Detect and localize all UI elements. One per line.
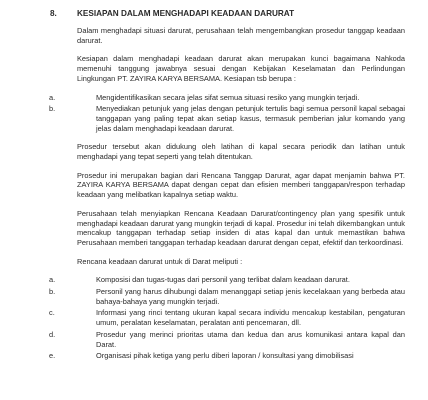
list-item-text: Prosedur yang merinci prioritas utama dan kedua dan arus komunikasi antara kapal dan Darat. — [96, 329, 405, 349]
section-heading — [50, 9, 294, 18]
list-item-text: Komposisi dan tugas-tugas dari personil yang terlibat dalam keadaan darurat. — [96, 275, 350, 285]
list-marker: b. — [49, 287, 56, 297]
list-item — [49, 351, 405, 361]
paragraph-response-plan: Prosedur ini merupakan bagian dari Rencana Tanggap Darurat, agar dapat menjamin bahwa PT. ZAYIRA KARYA BERSAMA dapat dengan cepat dan efisien memberi tanggapan/respon terhadap keadaan yang melibatkan kapalnya setiap waktu. — [77, 170, 405, 200]
list-item-text: Informasi yang rinci tentang ukuran kapal secara individu mencakup kestabilan, pengaturan umum, peralatan keselamatan, peralatan anti pencemaran, dll. — [96, 308, 405, 328]
shore-plan-list — [49, 275, 405, 361]
list-item — [49, 92, 405, 103]
list-item — [49, 104, 405, 133]
paragraph-drills: Prosedur tersebut akan didukung oleh latihan di kapal secara periodik dan latihan untuk menghadapi yang tepat seperti yang telah ditentukan. — [77, 142, 405, 162]
list-item — [49, 329, 405, 349]
list-marker: b. — [49, 104, 56, 114]
paragraph-intro: Dalam menghadapi situasi darurat, perusahaan telah mengembangkan prosedur tanggap keadaan darurat. — [77, 26, 405, 45]
list-item — [49, 275, 405, 285]
list-item — [49, 287, 405, 306]
list-marker: a. — [49, 275, 56, 285]
list-item-text: Organisasi pihak ketiga yang perlu diberi laporan / konsultasi yang dimobilisasi — [96, 351, 354, 361]
section-body — [49, 26, 405, 370]
list-item-text: Mengidentifikasikan secara jelas sifat semua situasi resiko yang mungkin terjadi. — [96, 92, 360, 102]
list-marker: d. — [49, 329, 56, 339]
paragraph-readiness: Kesiapan dalam menghadapi keadaan darurat akan merupakan kunci bagaimana Nahkoda memenuhi tanggung jawabnya sesuai dengan Kebijakan Keselamatan dan Perlindungan Lingkungan PT. ZAYIRA KARYA BERSAMA. Kesiapan tsb berupa : — [77, 54, 405, 83]
list-item-text: Menyediakan petunjuk yang jelas dengan petunjuk tertulis bagi semua personil kapal sebagai tanggapan yang paling tepat akan setiap kasus, termasuk pemberian jalur komando yang jelas dalam menghadapi keadaan darurat. — [96, 104, 405, 133]
list-marker: c. — [49, 308, 55, 318]
section-number: 8. — [50, 9, 57, 18]
readiness-list — [49, 92, 405, 134]
list-marker: e. — [49, 351, 56, 361]
list-item-text: Personil yang harus dihubungi dalam menanggapi setiap jenis kecelakaan yang berbeda atau bahaya-bahaya yang mungkin terjadi. — [96, 287, 405, 306]
list-item — [49, 308, 405, 328]
section-title: KESIAPAN DALAM MENGHADAPI KEADAAN DARURAT — [77, 9, 295, 18]
paragraph-contingency: Perusahaan telah menyiapkan Rencana Keadaan Darurat/contingency plan yang spesifik untuk menghadapi keadaan darurat yang mungkin terjadi di kapal. Prosedur ini telah dikembangkan untuk mencakup tanggapan terhadap setiap insiden di atas kapal dan untuk memastikan bahwa Perusahaan memberi tanggapan terhadap keadaan darurat dengan cepat, efektif dan terkoordinasi. — [77, 208, 405, 247]
paragraph-shore-plan: Rencana keadaan darurat untuk di Darat meliputi : — [77, 256, 243, 266]
list-marker: a. — [49, 92, 56, 102]
